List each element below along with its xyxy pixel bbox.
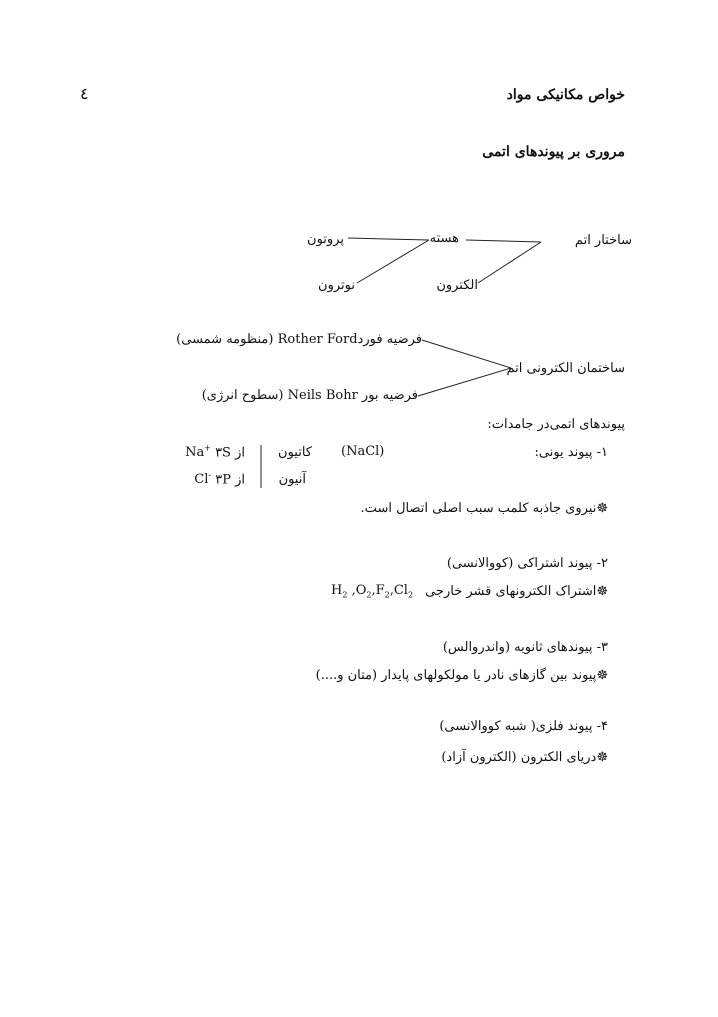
sodium-charge: + [204, 444, 211, 453]
electron-label: الکترون [436, 278, 478, 293]
bonds-heading: پیوندهای اتمی‌در جامدات: [487, 417, 625, 432]
oxygen-symbol: ,O [347, 583, 367, 598]
hydrogen-symbol: H [331, 583, 343, 598]
cation-label: کاتیون [278, 445, 312, 460]
covalent-bond-title: ۲- پیوند اشتراکی (کووالانسی) [446, 556, 608, 571]
anion-label: آنیون [278, 472, 306, 487]
metallic-bond-note: ☸دریای الکترون (الکترون آزاد) [441, 750, 608, 765]
chlorine-origin: از ۳P [215, 472, 245, 488]
chlorine-ion [194, 472, 245, 486]
electronic-structure-label: ساختمان الکترونی اتم [506, 361, 625, 376]
atom-structure-label: ساختار اتم [574, 233, 632, 248]
sodium-origin: از ۳S [215, 445, 245, 461]
bohr-hypothesis: فرضیه بور Neils Bohr (سطوح انرژی) [201, 388, 418, 403]
page-number: ٤ [80, 84, 89, 103]
chlorine-subscript: 2 [407, 590, 414, 600]
secondary-bond-title: ۳- پیوندهای ثانویه (واندروالس) [442, 640, 608, 655]
oxygen-subscript: 2 [366, 590, 372, 600]
nucleus-label: هسته [429, 231, 459, 246]
chlorine-symbol: Cl [194, 472, 209, 488]
covalent-bond-note: ☸اشتراک الکترونهای قشر خارجی [425, 584, 608, 599]
sodium-symbol: Na [185, 445, 205, 461]
rutherford-hypothesis: فرضیه فوردRother Ford (منظومه شمسی) [176, 332, 422, 347]
chlorine-symbol: ,Cl [389, 583, 408, 598]
fluorine-symbol: ,F [371, 583, 385, 598]
ionic-bond-title: ۱- پیوند یونی: [534, 445, 608, 460]
proton-label: پروتون [307, 232, 344, 247]
running-header-title: خواص مکانیکی مواد [506, 87, 625, 103]
sodium-ion [185, 445, 245, 459]
covalent-examples [331, 584, 413, 600]
metallic-bond-title: ۴- پیوند فلزی( شبه کووالانسی) [439, 719, 608, 734]
ionic-bond-note: ☸نیروی جاذبه کلمب سبب اصلی اتصال است. [360, 501, 608, 516]
chlorine-charge: - [208, 471, 212, 480]
ionic-example: (NaCl) [341, 444, 385, 459]
section-title: مروری بر پیوندهای اتمی [482, 144, 625, 160]
hydrogen-subscript: 2 [342, 590, 348, 600]
fluorine-subscript: 2 [384, 590, 390, 600]
secondary-bond-note: ☸پیوند بین گازهای نادر یا مولکولهای پایدار (متان و....) [315, 668, 608, 683]
neutron-label: نوترون [318, 278, 355, 293]
